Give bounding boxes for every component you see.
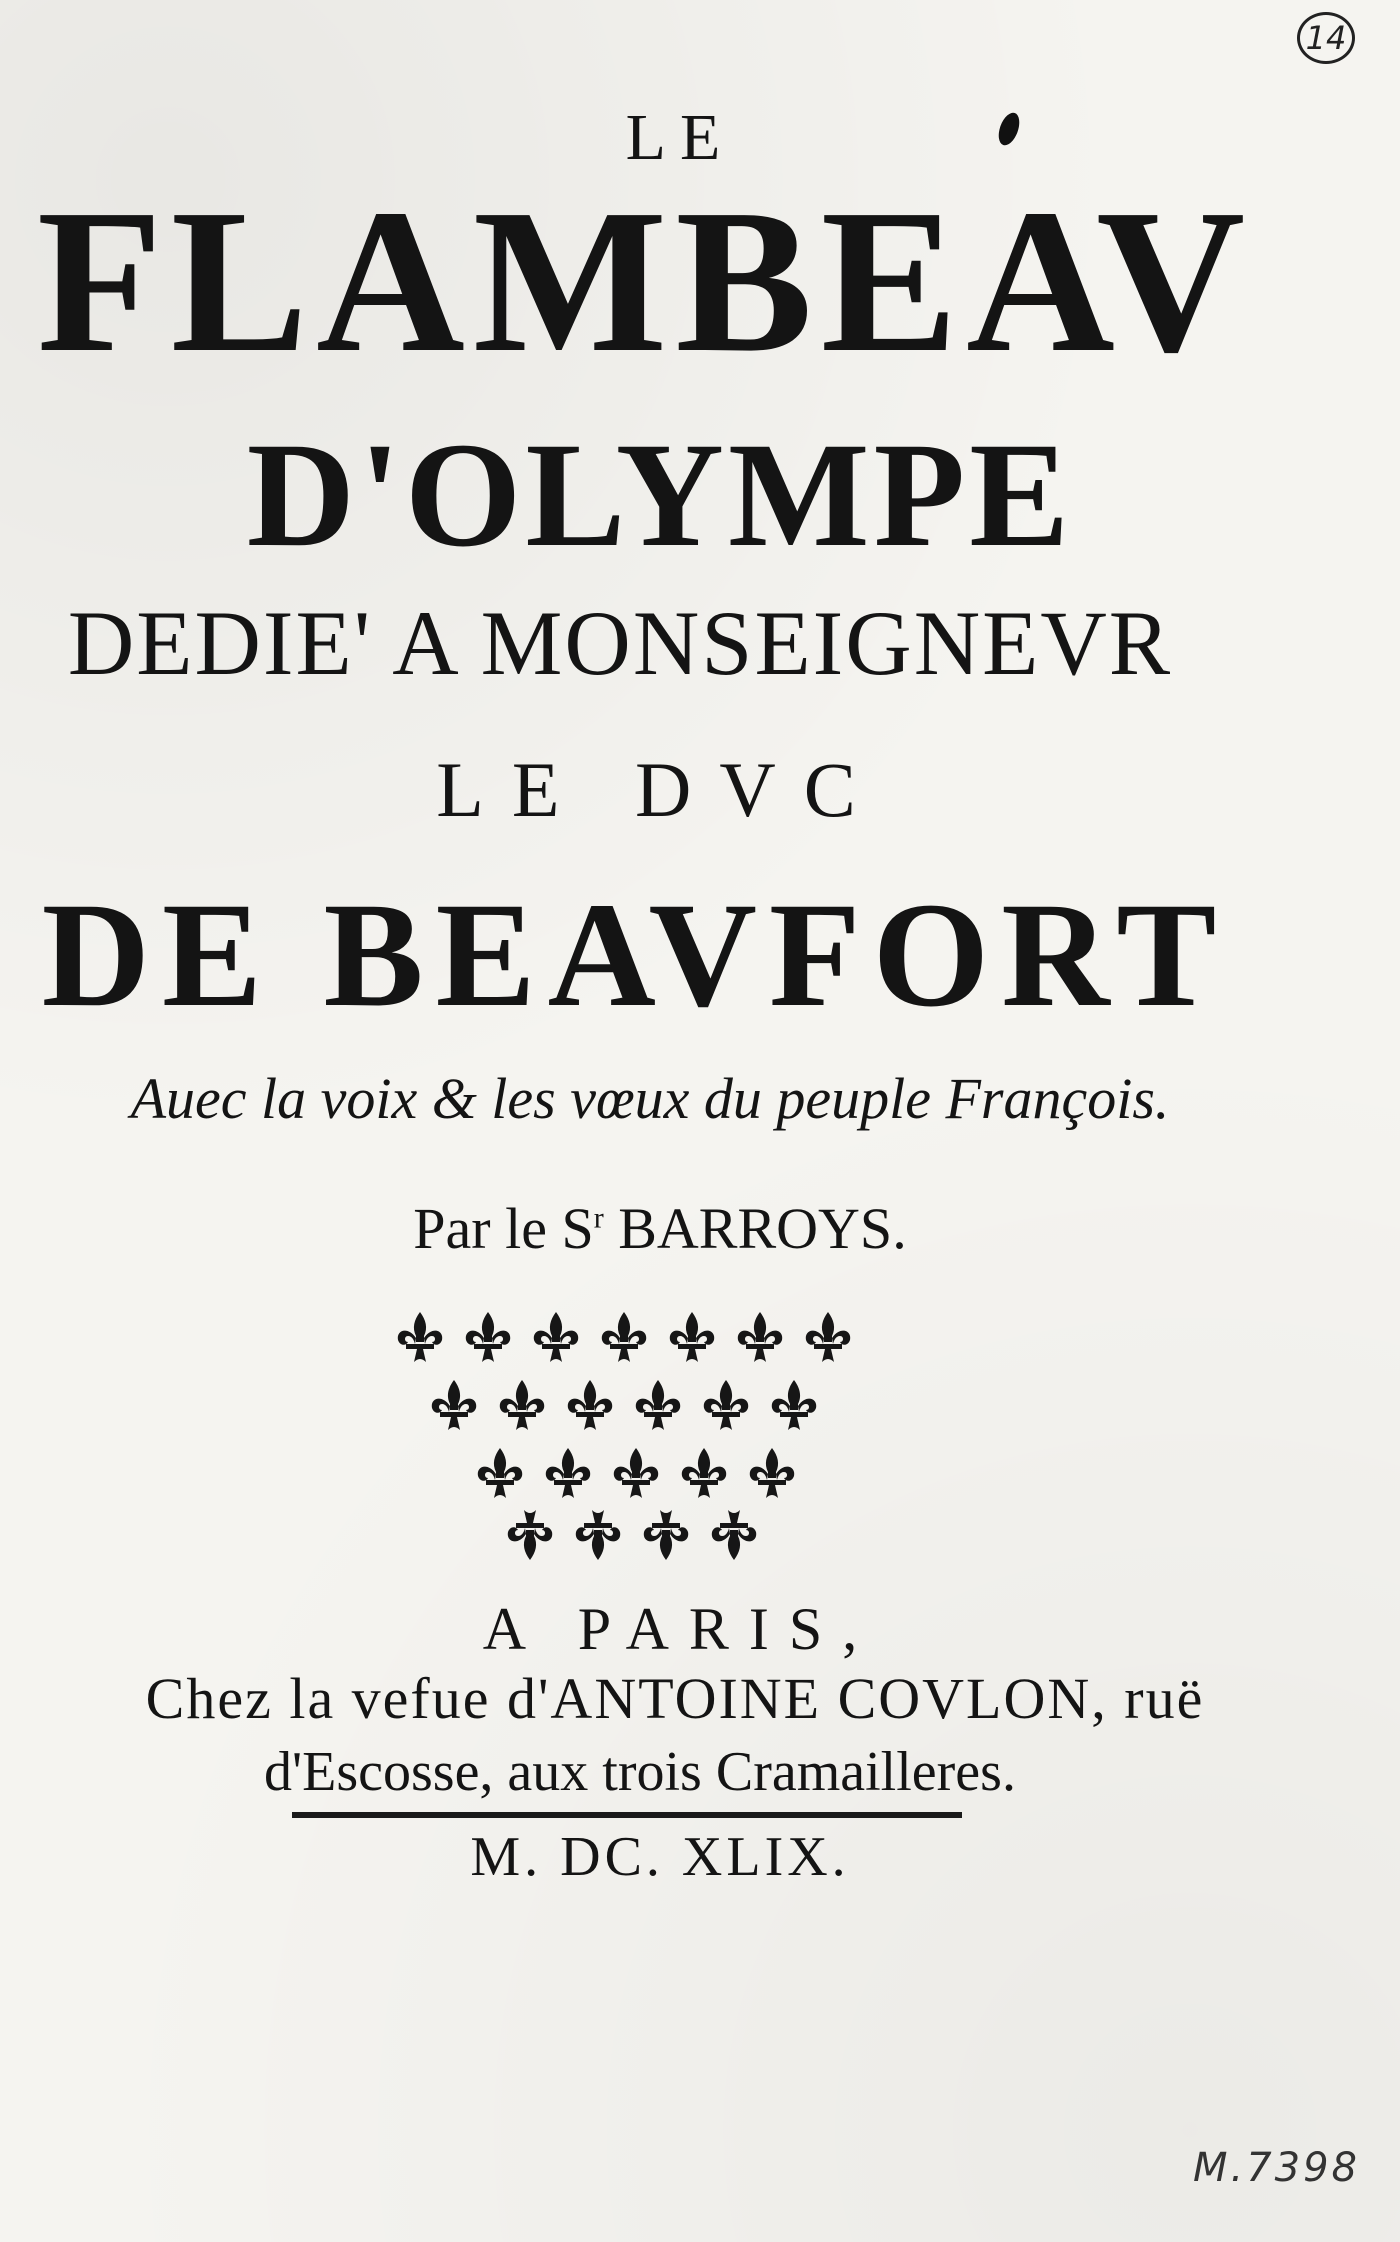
ornament-row-4	[508, 1510, 756, 1560]
title-line-flambeau: FLAMBEAV	[36, 166, 1254, 395]
imprint-address: d'Escosse, aux trois Cramailleres.	[264, 1741, 1016, 1803]
imprint-place: A PARIS,	[482, 1596, 878, 1662]
ornament-row-3	[478, 1448, 794, 1498]
imprint-rule	[292, 1812, 962, 1818]
imprint-publisher: Chez la vefue d'ANTOINE COVLON, ruë	[145, 1666, 1205, 1731]
author-prefix: Par le S	[413, 1196, 594, 1261]
author-superscript: r	[593, 1201, 604, 1235]
dedication-line-duc: LE DVC	[436, 746, 884, 833]
folio-number-text: 14	[1305, 19, 1347, 57]
ornament-row-1	[398, 1312, 850, 1362]
dedication-line-beaufort: DE BEAVFORT	[41, 872, 1229, 1038]
title-line-le: LE	[625, 101, 735, 174]
title-line-dolympe: D'OLYMPE	[246, 412, 1074, 578]
dedication-line: DEDIE' A MONSEIGNEVR	[67, 592, 1173, 694]
ornament-row-2	[432, 1380, 816, 1430]
author-line	[0, 1195, 1360, 1262]
author-name: BARROYS.	[618, 1196, 907, 1261]
folio-number	[1297, 12, 1355, 64]
subtitle: Auec la voix & les vœux du peuple François.	[130, 1066, 1170, 1131]
imprint-date: M. DC. XLIX.	[470, 1826, 850, 1888]
fleur-de-lis-ornament-icon	[390, 1300, 870, 1580]
shelfmark: M.7398	[1192, 2145, 1360, 2191]
